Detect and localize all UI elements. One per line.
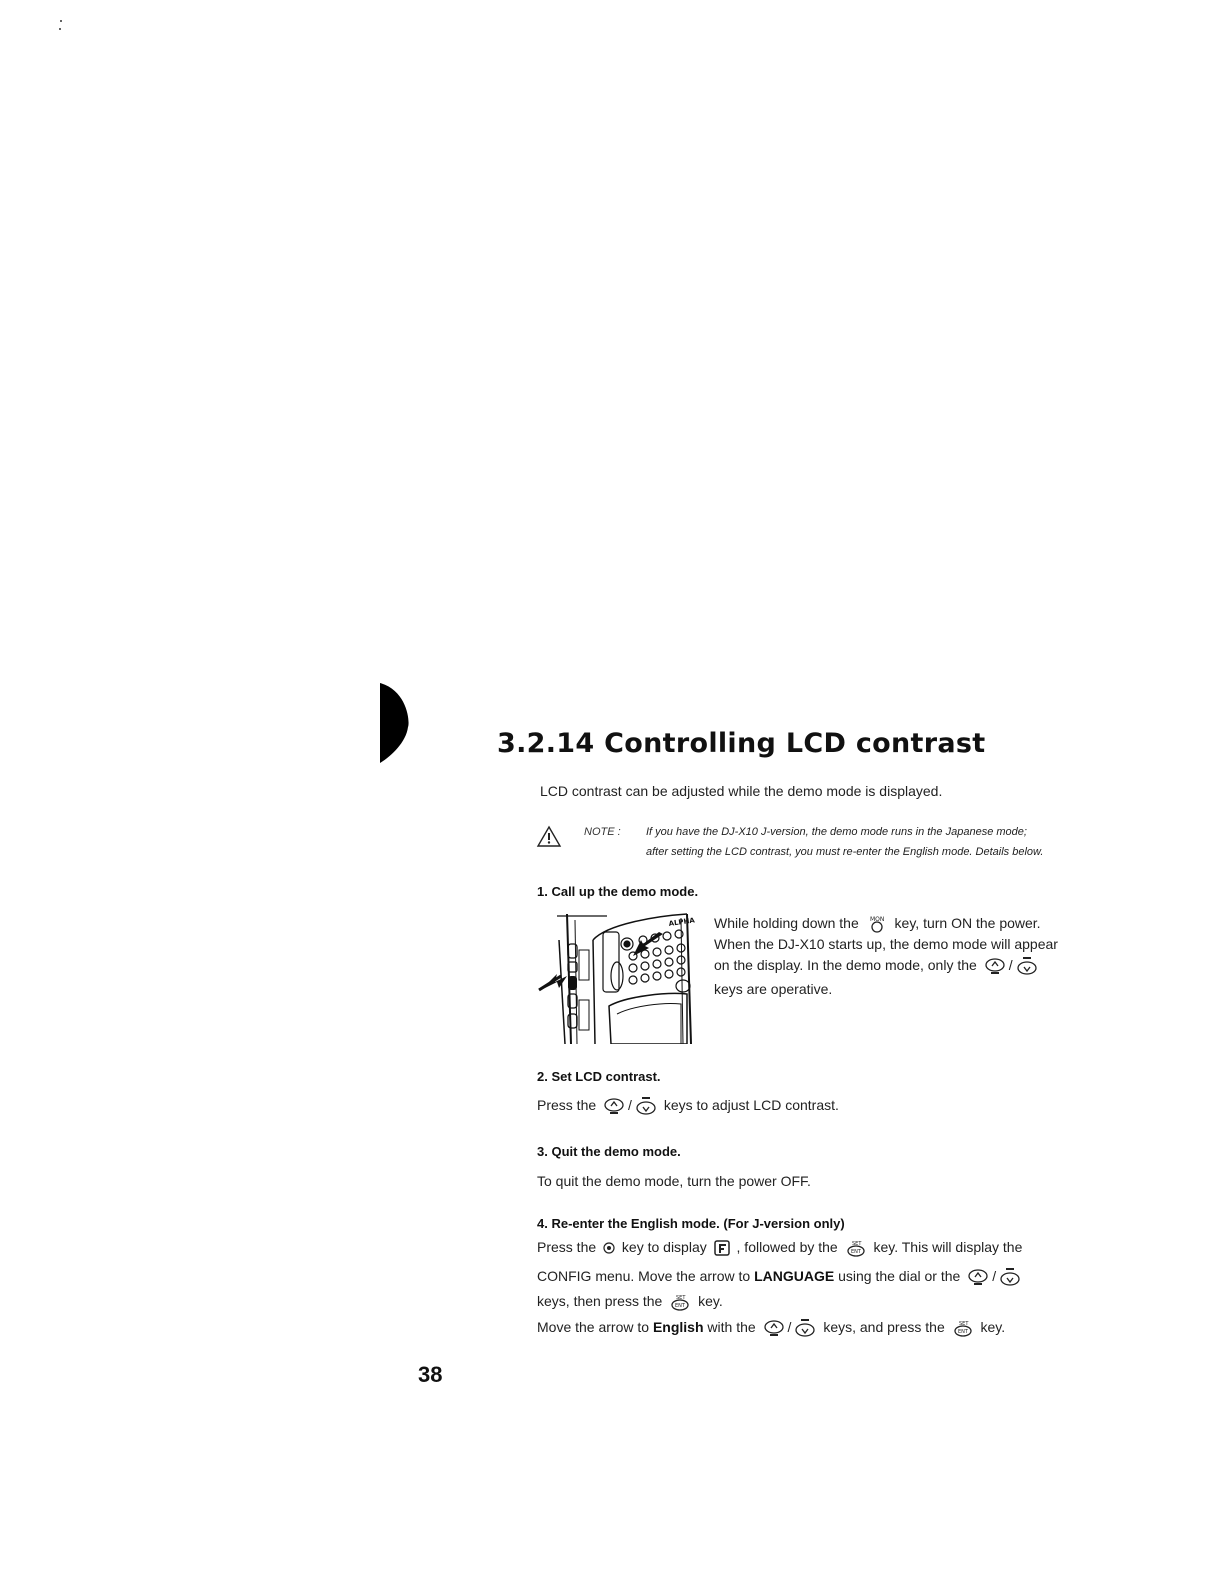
step-4-line-4d: keys, and press the xyxy=(823,1319,945,1335)
step-4-line-1a: Press the xyxy=(537,1239,597,1255)
step-4-line-3 xyxy=(537,1293,723,1311)
note-line-2: after setting the LCD contrast, you must re-enter the English mode. Details below. xyxy=(646,846,1044,858)
down-arrow-key-icon xyxy=(635,1097,657,1115)
f-indicator-icon xyxy=(714,1240,730,1256)
step-3-heading: 3. Quit the demo mode. xyxy=(537,1144,681,1159)
step-4-line-3a: keys, then press the xyxy=(537,1293,663,1309)
step-1-line-1 xyxy=(714,915,1041,933)
up-arrow-key-icon xyxy=(967,1268,989,1286)
step-4-line-1d: key. This will display the xyxy=(873,1239,1023,1255)
step-4-line-1 xyxy=(537,1239,1022,1257)
svg-text:SET: SET xyxy=(676,1295,686,1302)
step-4-line-3b: key. xyxy=(698,1293,723,1309)
svg-text:ENT: ENT xyxy=(675,1303,686,1310)
step-1-line-4: keys are operative. xyxy=(714,981,833,997)
step-4-line-2: CONFIG menu. Move the arrow to LANGUAGE using the dial or the / xyxy=(537,1268,1024,1286)
step-3-line-1: To quit the demo mode, turn the power OFF. xyxy=(537,1173,811,1189)
svg-text:SET: SET xyxy=(851,1241,861,1248)
step-2-heading: 2. Set LCD contrast. xyxy=(537,1069,661,1084)
radio-keypad-illustration xyxy=(537,910,707,1044)
step-4-line-2c: using the dial or the xyxy=(838,1268,961,1284)
step-4-line-4e: key. xyxy=(980,1319,1006,1335)
scan-speck xyxy=(60,20,62,22)
step-1-line-3: on the display. In the demo mode, only the / xyxy=(714,957,1041,975)
svg-text:ENT: ENT xyxy=(850,1249,861,1256)
step-4-line-2a: CONFIG menu. Move the arrow to xyxy=(537,1268,751,1284)
language-menu-label: LANGUAGE xyxy=(754,1268,835,1284)
set-ent-key-icon xyxy=(845,1239,867,1257)
step-2-line-1a: Press the xyxy=(537,1097,597,1113)
down-arrow-key-icon xyxy=(1016,957,1038,975)
note-line-1: If you have the DJ-X10 J-version, the demo mode runs in the Japanese mode; xyxy=(646,826,1027,838)
note-label: NOTE : xyxy=(584,826,621,838)
section-tab-marker xyxy=(380,683,410,763)
step-1-line-1b: key, turn ON the power. xyxy=(894,915,1041,931)
svg-text:ALPHA: ALPHA xyxy=(668,916,696,928)
set-ent-key-icon xyxy=(669,1293,691,1311)
step-4-line-1b: key to display xyxy=(621,1239,707,1255)
step-4-line-4c: with the xyxy=(707,1319,756,1335)
svg-text:MON: MON xyxy=(869,916,885,924)
page-number: 38 xyxy=(418,1362,443,1387)
up-arrow-key-icon xyxy=(984,957,1006,975)
step-4-heading: 4. Re-enter the English mode. (For J-version only) xyxy=(537,1216,845,1231)
step-1-line-1a: While holding down the xyxy=(714,915,859,931)
warning-triangle-icon xyxy=(536,825,562,849)
section-title: 3.2.14 Controlling LCD contrast xyxy=(497,728,986,759)
step-2-line-1: Press the / keys to adjust LCD contrast. xyxy=(537,1097,839,1115)
function-key-icon xyxy=(603,1242,615,1254)
step-4-line-4: Move the arrow to English with the / keys, and press the SET ENT key. xyxy=(537,1319,1006,1336)
step-1-line-2: When the DJ-X10 starts up, the demo mode will appear xyxy=(714,936,1058,952)
up-arrow-key-icon xyxy=(603,1097,625,1115)
set-ent-key-icon xyxy=(952,1319,974,1337)
svg-text:ENT: ENT xyxy=(957,1329,968,1336)
step-2-line-1b: keys to adjust LCD contrast. xyxy=(663,1097,839,1113)
scan-speck xyxy=(59,28,61,30)
step-1-line-3a: on the display. In the demo mode, only the xyxy=(714,957,977,973)
down-arrow-key-icon xyxy=(794,1319,816,1337)
step-4-line-4a: Move the arrow to xyxy=(537,1319,650,1335)
svg-text:SET: SET xyxy=(958,1321,969,1328)
step-1-heading: 1. Call up the demo mode. xyxy=(537,884,699,899)
intro-text: LCD contrast can be adjusted while the demo mode is displayed. xyxy=(540,783,943,799)
monitor-key-icon xyxy=(866,915,888,933)
down-arrow-key-icon xyxy=(999,1268,1021,1286)
step-4-line-1c: , followed by the xyxy=(736,1239,838,1255)
up-arrow-key-icon xyxy=(763,1319,785,1337)
english-option-label: English xyxy=(652,1319,704,1335)
